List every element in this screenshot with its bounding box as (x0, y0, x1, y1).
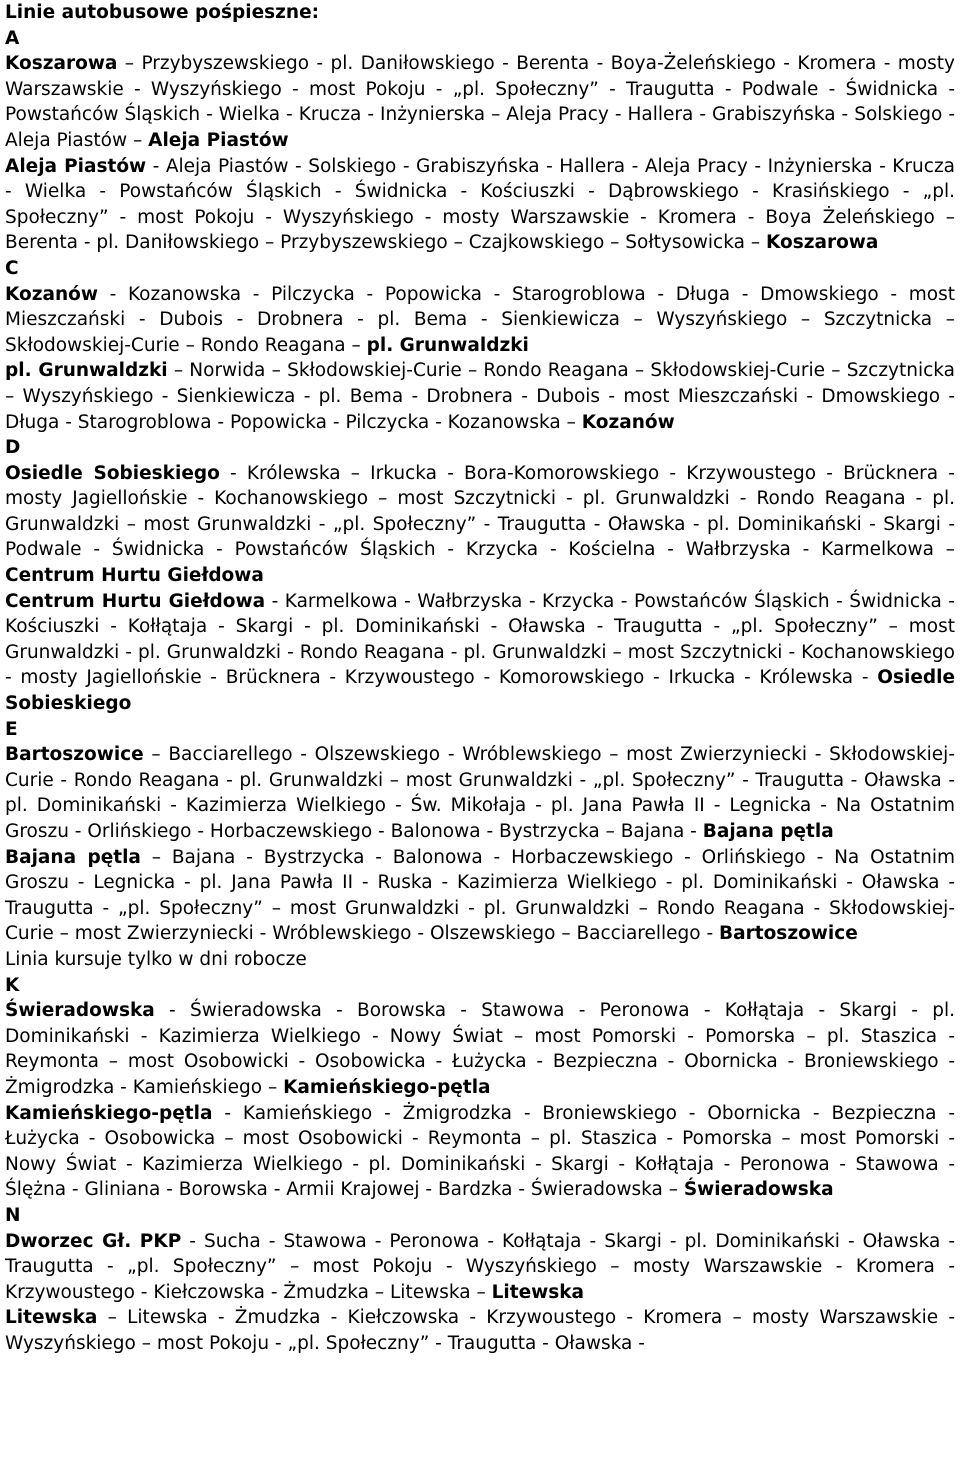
terminus-stop: Kozanów (581, 411, 675, 433)
terminus-stop: Bajana pętla (5, 846, 141, 868)
route-there (5, 461, 955, 589)
terminus-stop: Centrum Hurtu Giełdowa (5, 565, 264, 587)
terminus-stop: Świeradowska (5, 1000, 155, 1022)
terminus-stop: Bartoszowice (719, 923, 858, 945)
terminus-stop: Centrum Hurtu Giełdowa (5, 590, 266, 612)
route-stops: – Bacciarellego - Olszewskiego - Wróblewskiego – most Zwierzyniecki - Skłodowskiej-Curie - Rondo Reagana - pl. Grunwaldzki – most Grunwaldzki - „pl. Społeczny” - Traugutta - Oławska - pl. Dominikański - Kazimierza Wielkiego - Św. Mikołaja - pl. Jana Pawła II - Legnicka - Na Ostatnim Groszu - Orlińskiego - Horbaczewskiego - Balonowa - Bystrzycka – Bajana - (5, 744, 955, 842)
document-title: Linie autobusowe pośpieszne: (5, 2, 320, 23)
route-stops: - Świeradowska - Borowska - Stawowa - Peronowa - Kołłątaja - Skargi - pl. Dominikański - Kazimierza Wielkiego - Nowy Świat – most Pomorski - Pomorska – pl. Staszica - Reymonta – most Osobowicki - Osobowicka - Łużycka - Bezpieczna - Obornicka - Broniewskiego - Żmigrodzka - Kamieńskiego – (5, 1000, 955, 1098)
route-stops: - Aleja Piastów - Solskiego - Grabiszyńska - Hallera - Aleja Pracy - Inżynierska - Krucza - Wielka - Powstańców Śląskich - Świdnicka - Kościuszki - Dąbrowskiego - Krasińskiego - „pl. Społeczny” - most Pokoju - Wyszyńskiego - mosty Warszawskie - Kromera - Boya Żeleńskiego – Berenta - pl. Daniłowskiego – Przybyszewskiego – Czajkowskiego – Sołtysowicka – (5, 155, 955, 254)
route-stops: – Bajana - Bystrzycka - Balonowa - Horbaczewskiego - Orlińskiego - Na Ostatnim Groszu - Legnicka - pl. Jana Pawła II - Ruska - Kazimierza Wielkiego - pl. Dominikański - Oławska - Traugutta - „pl. Społeczny” – most Grunwaldzki - pl. Grunwaldzki – Rondo Reagana - Skłodowskiej-Curie – most Zwierzyniecki - Wróblewskiego - Olszewskiego – Bacciarellego - (5, 846, 956, 945)
terminus-stop: Aleja Piastów (148, 129, 289, 151)
route-note: Linia kursuje tylko w dni robocze (5, 948, 307, 970)
route-back (5, 845, 955, 947)
terminus-stop: Bartoszowice (5, 744, 144, 766)
route-back (5, 589, 955, 717)
terminus-stop: Kamieńskiego-pętla (5, 1102, 213, 1124)
line-letter: D (5, 437, 21, 459)
route-stops: – Litewska - Żmudzka - Kiełczowska - Krzywoustego - Kromera – mosty Warszawskie - Wyszyńskiego – most Pokoju - „pl. Społeczny” - Traugutta - Oławska - (5, 1307, 955, 1354)
terminus-stop: Świeradowska (683, 1179, 834, 1201)
route-stops: - Kozanowska - Pilczycka - Popowicka - Starogroblowa - Długa - Dmowskiego - most Mieszczański - Dubois - Drobnera - pl. Bema - Sienkiewicza – Wyszyńskiego – Szczytnicka – Skłodowskiej-Curie – Rondo Reagana – (5, 283, 955, 356)
route-back (5, 1305, 955, 1356)
terminus-stop: Aleja Piastów (5, 155, 147, 177)
route-stops: - Karmelkowa - Wałbrzyska - Krzycka - Powstańców Śląskich - Świdnicka - Kościuszki - Kołłątaja - Skargi - pl. Dominikański - Oławska - Traugutta - „pl. Społeczny” – most Grunwaldzki - pl. Grunwaldzki - Rondo Reagana - pl. Grunwaldzki – most Szczytnicki - Kochanowskiego - mosty Jagiellońskie - Brücknera - Krzywoustego - Komorowskiego - Irkucka - Królewska - (5, 590, 955, 689)
line-letter: A (5, 27, 20, 49)
route-stops: - Królewska – Irkucka - Bora-Komorowskiego - Krzywoustego - Brücknera - mosty Jagiellońskie - Kochanowskiego – most Szczytnicki - pl. Grunwaldzki - Rondo Reagana - pl. Grunwaldzki – most Grunwaldzki - „pl. Społeczny” - Traugutta - Oławska - pl. Dominikański - Skargi - Podwale - Świdnicka - Powstańców Śląskich - Krzycka - Kościelna - Wałbrzyska - Karmelkowa – (5, 462, 955, 561)
route-there (5, 1229, 955, 1306)
line-letter: C (5, 257, 19, 279)
route-stops: - Sucha - Stawowa - Peronowa - Kołłątaja - Skargi - pl. Dominikański - Oławska - Traugutta - „pl. Społeczny” – most Pokoju - Wyszyńskiego – mosty Warszawskie - Kromera - Krzywoustego - Kiełczowska - Żmudzka – Litewska – (5, 1230, 955, 1303)
route-stops: – Przybyszewskiego - pl. Daniłowskiego - Berenta - Boya-Żeleńskiego - Kromera - mosty Warszawskie - Wyszyńskiego - most Pokoju - „pl. Społeczny” - Traugutta - Podwale - Świdnicka - Powstańców Śląskich - Wielka - Krucza - Inżynierska – Aleja Pracy - Hallera - Grabiszyńska - Solskiego - Aleja Piastów – (5, 53, 955, 151)
terminus-stop: Kamieńskiego-pętla (283, 1076, 491, 1098)
terminus-stop: Dworzec Gł. PKP (5, 1230, 182, 1252)
line-letter: E (5, 718, 18, 740)
route-back (5, 154, 955, 256)
terminus-stop: pl. Grunwaldzki (5, 360, 168, 382)
route-stops: - Kamieńskiego - Żmigrodzka - Broniewskiego - Obornicka - Bezpieczna - Łużycka - Osobowicka – most Osobowicki - Reymonta – pl. Staszica - Pomorska – most Pomorski - Nowy Świat - Kazimierza Wielkiego - pl. Dominikański - Skargi - Kołłątaja - Peronowa - Stawowa - Ślężna - Gliniana - Borowska - Armii Krajowej - Bardzka - Świeradowska – (5, 1102, 955, 1201)
route-sections (5, 26, 955, 1357)
route-stops: – Norwida – Skłodowskiej-Curie – Rondo Reagana – Skłodowskiej-Curie – Szczytnicka – Wyszyńskiego - Sienkiewicza - pl. Bema - Drobnera - Dubois - most Mieszczański - Dmowskiego - Długa - Starogroblowa - Popowicka - Pilczycka - Kozanowska – (5, 360, 955, 433)
route-there (5, 998, 955, 1100)
route-there (5, 282, 955, 359)
route-there (5, 742, 955, 844)
terminus-stop: Litewska (491, 1281, 585, 1303)
terminus-stop: Bajana pętla (702, 821, 834, 842)
terminus-stop: Litewska (5, 1307, 98, 1329)
terminus-stop: Kozanów (5, 283, 98, 305)
line-letter: K (5, 974, 20, 996)
terminus-stop: pl. Grunwaldzki (366, 334, 529, 356)
terminus-stop: Osiedle Sobieskiego (5, 462, 220, 484)
route-there (5, 51, 955, 153)
terminus-stop: Koszarowa (765, 232, 879, 254)
line-letter: N (5, 1204, 21, 1226)
route-back (5, 1101, 955, 1203)
terminus-stop: Osiedle Sobieskiego (5, 667, 955, 715)
terminus-stop: Koszarowa (5, 53, 118, 75)
route-back (5, 358, 955, 435)
